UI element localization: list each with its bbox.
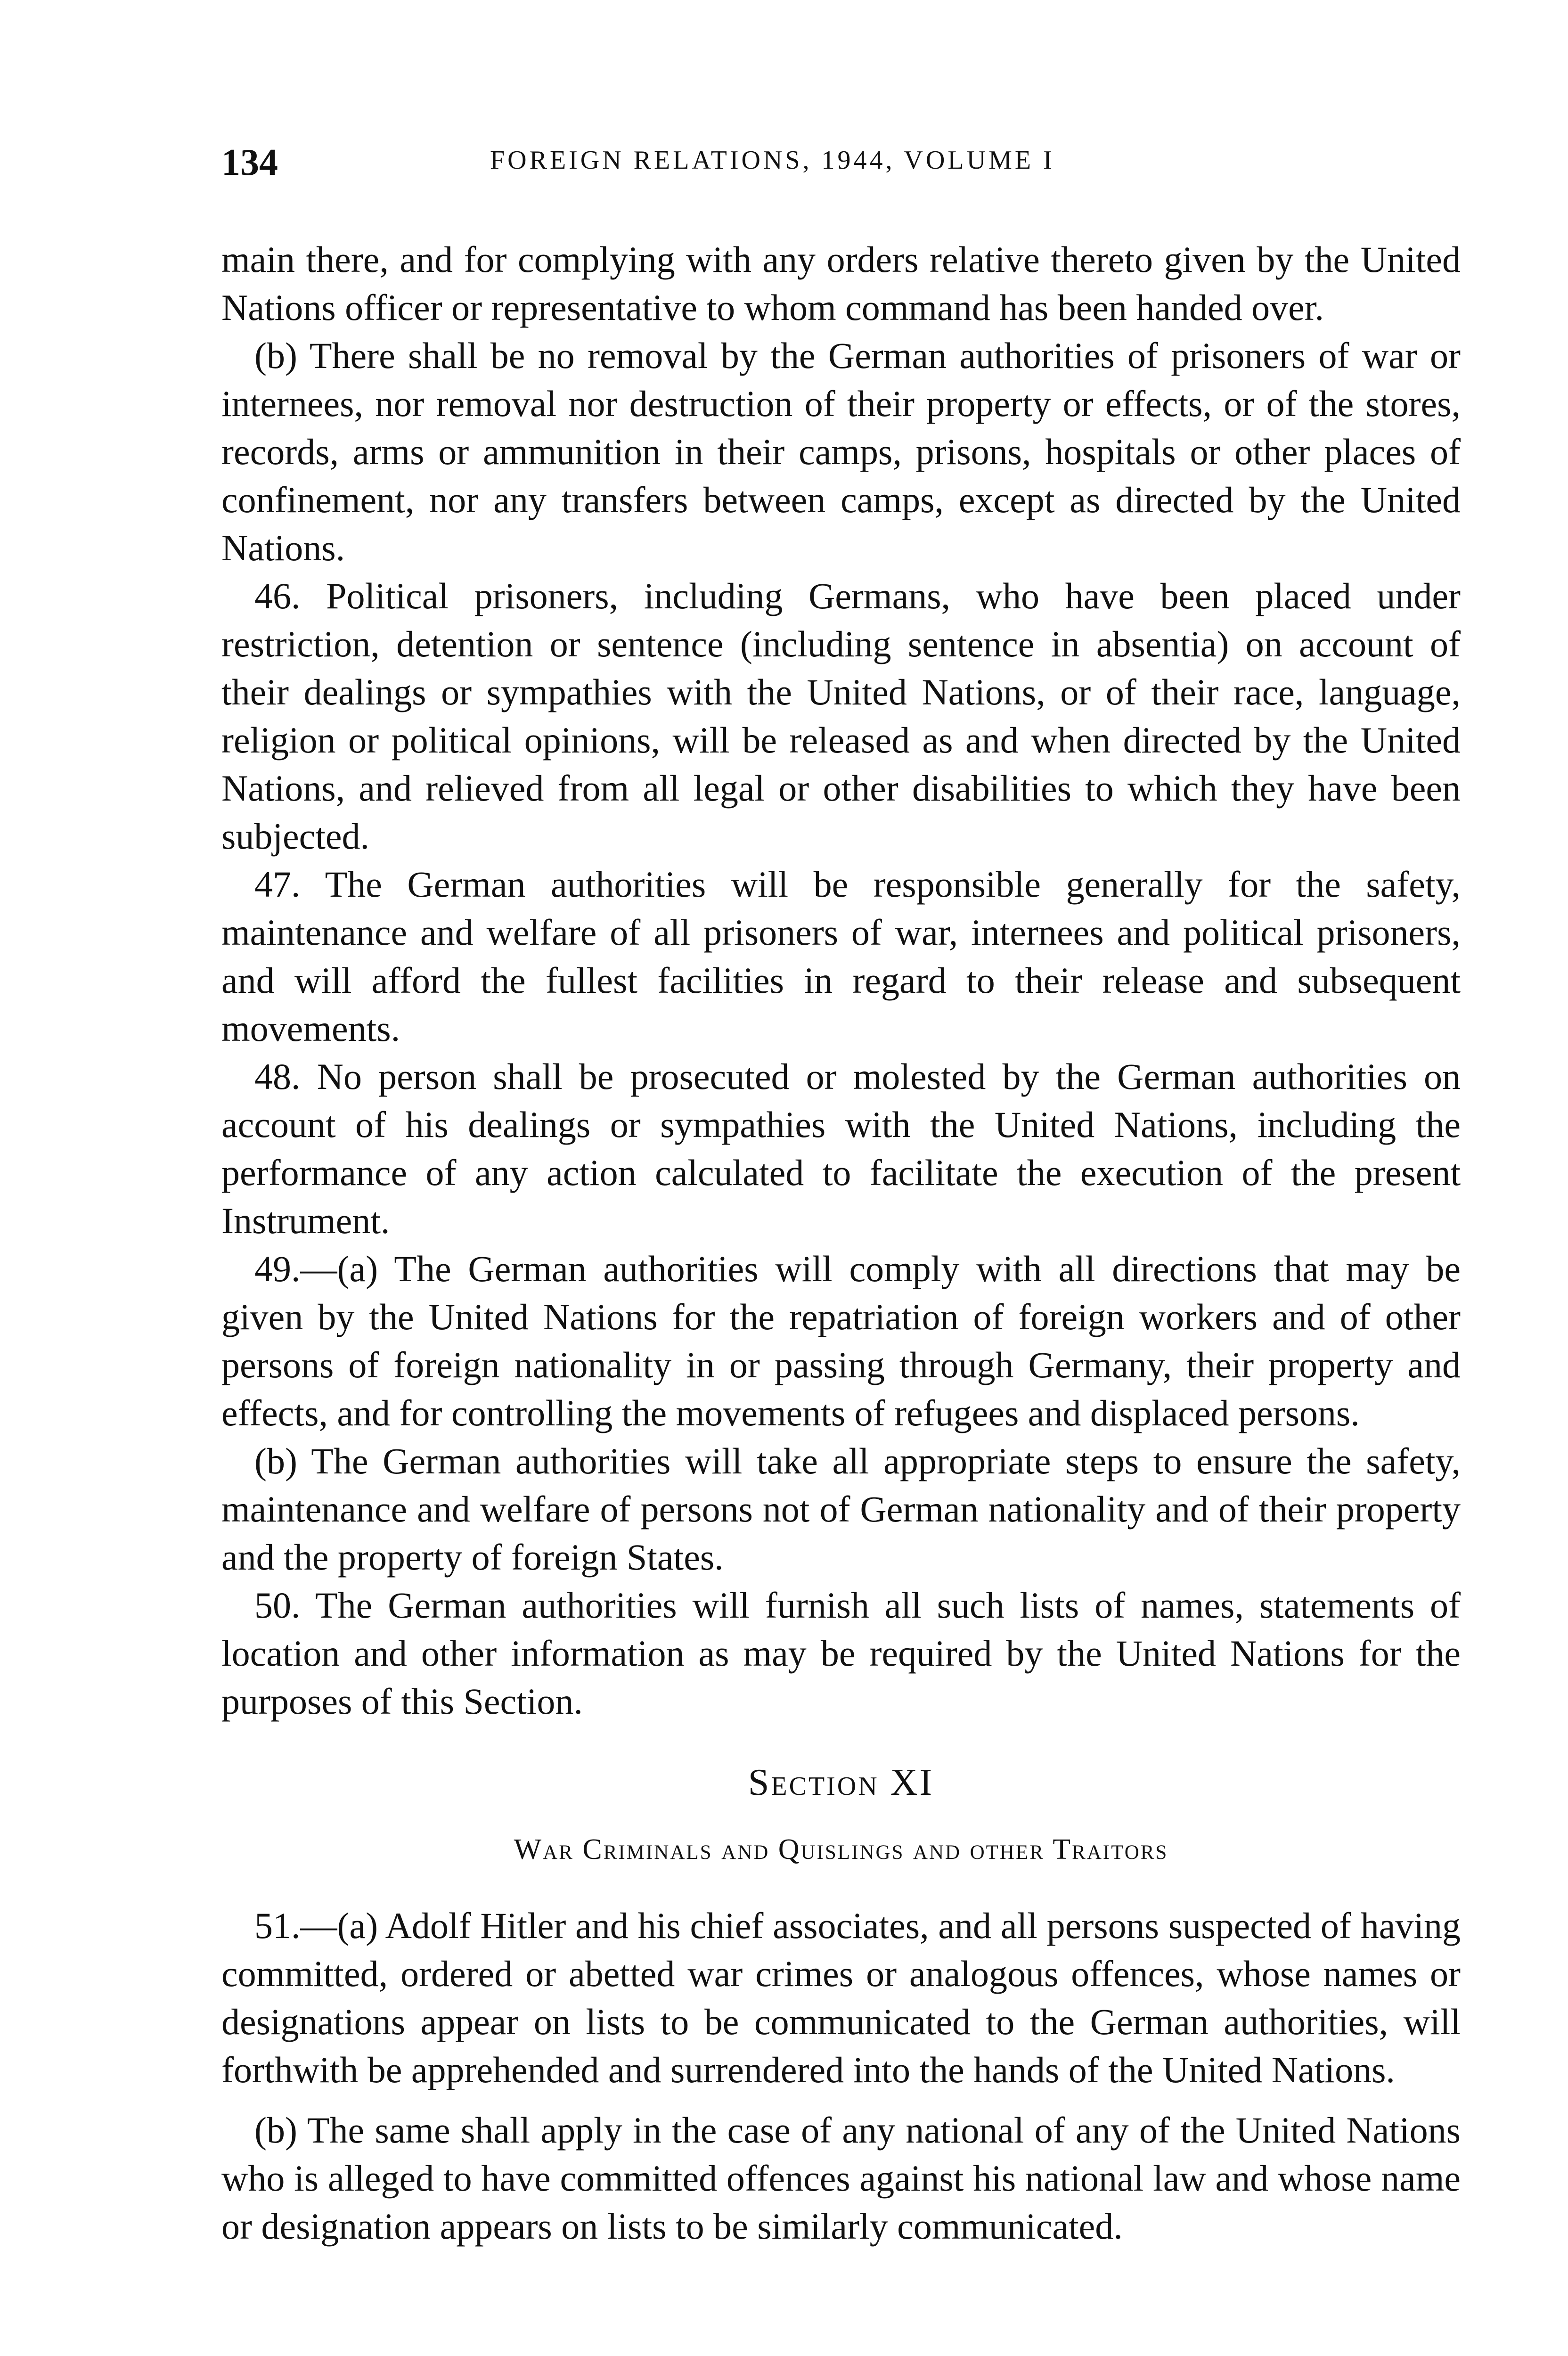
page-header: [221, 141, 1461, 193]
paragraph-45b: (b) There shall be no removal by the German authorities of prisoners of war or internees, nor removal nor destruction of their property or effects, or of the stores, records, arms or ammunition in their camps, prisons, hospitals or other places of confinement, nor any transfers between camps, except as directed by the United Nations.: [221, 335, 1461, 568]
section-subheading: War Criminals and Quislings and other Traitors: [514, 1833, 1168, 1865]
paragraph-46: 46. Political prisoners, including Germans, who have been placed under restriction, detention or sentence (including sentence in absentia) on account of their dealings or sympathies with the United Nations, or of their race, language, religion or political opinions, will be released as and when directed by the United Nations, and relieved from all legal or other disabilities to which they have been subjected.: [221, 575, 1461, 857]
body-text: [221, 236, 1461, 2250]
paragraph-51b: (b) The same shall apply in the case of any national of any of the United Nations who is alleged to have committed offences against his national law and whose name or designation appears on lists to be similarly communicated.: [221, 2110, 1461, 2247]
paragraph-49b: (b) The German authorities will take all appropriate steps to ensure the safety, maintenance and welfare of persons not of German nationality and of their property and the property of foreign States.: [221, 1440, 1461, 1578]
paragraph-48: 48. No person shall be prosecuted or molested by the German authorities on account of his dealings or sympathies with the United Nations, including the performance of any action calculated to facilitate the execution of the present Instrument.: [221, 1056, 1461, 1241]
paragraph-50: 50. The German authorities will furnish all such lists of names, statements of location and other information as may be required by the United Nations for the purposes of this Section.: [221, 1585, 1461, 1722]
paragraph-51a: 51.—(a) Adolf Hitler and his chief associates, and all persons suspected of having committed, ordered or abetted war crimes or analogous offences, whose names or designations appear on lists to be communicated to the German authorities, will forthwith be apprehended and surrendered into the hands of the United Nations.: [221, 1905, 1461, 2090]
document-page: [221, 141, 1461, 2250]
paragraph-47: 47. The German authorities will be responsible generally for the safety, maintenance and welfare of all prisoners of war, internees and political prisoners, and will afford the fullest facilities in regard to their release and subsequent movements.: [221, 864, 1461, 1049]
page-number: 134: [221, 142, 278, 183]
paragraph-49a: 49.—(a) The German authorities will comply with all directions that may be given by the United Nations for the repatriation of foreign workers and of other persons of foreign nationality in or passing through Germany, their property and effects, and for controlling the movements of refugees and displaced persons.: [221, 1248, 1461, 1433]
section-heading: Section XI: [748, 1762, 934, 1803]
running-title: FOREIGN RELATIONS, 1944, VOLUME I: [490, 146, 1055, 175]
paragraph-continuation: main there, and for complying with any orders relative thereto given by the United Nations officer or representative to whom command has been handed over.: [221, 239, 1461, 328]
